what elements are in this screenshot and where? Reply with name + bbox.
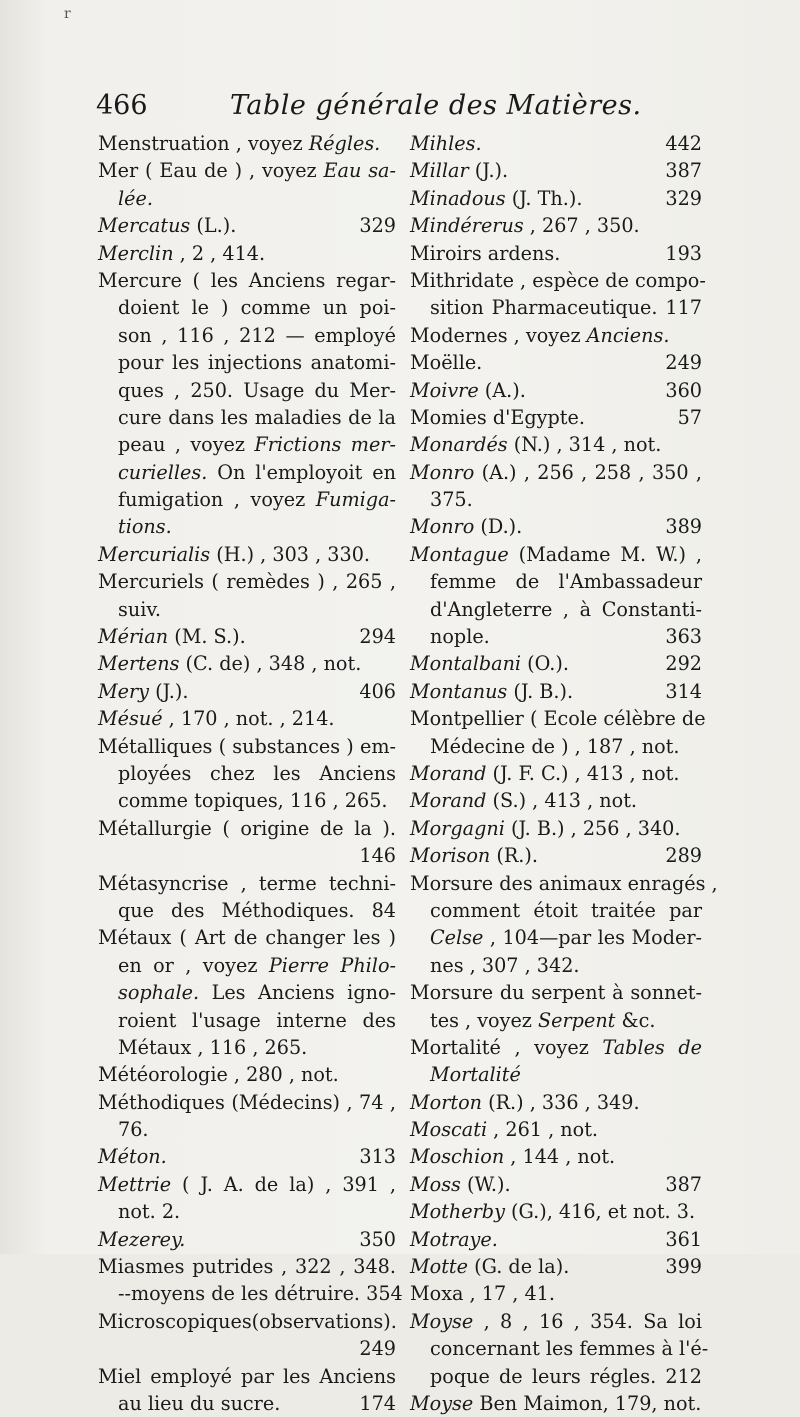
index-line-text: au lieu du sucre. [118, 1391, 281, 1415]
index-column-left [98, 130, 403, 1417]
index-line-text: Moivre (A.). [410, 378, 526, 402]
index-line [98, 842, 396, 869]
index-line-text: Méton. [98, 1145, 167, 1169]
index-line-text: cure dans les maladies de la [118, 405, 396, 429]
corner-mark: r [64, 6, 71, 22]
index-line-text: peau , voyez Frictions mer- [118, 433, 396, 457]
index-line [410, 760, 702, 787]
index-line [410, 267, 706, 294]
index-line [410, 897, 702, 924]
index-page-ref: 387 [665, 159, 702, 183]
index-line-text: femme de l'Ambassadeur [430, 570, 702, 594]
index-line-text: Morand (J. F. C.) , 413 , not. [410, 761, 680, 785]
index-line-text: Mezerey. [98, 1227, 186, 1251]
index-page-ref: 360 [665, 378, 702, 402]
index-page-ref: 350 [359, 1227, 396, 1251]
index-line-text: Morand (S.) , 413 , not. [410, 789, 638, 813]
index-page-ref: 314 [665, 679, 702, 703]
index-line-text: poque de leurs régles. 212 [430, 1364, 702, 1388]
index-line [410, 952, 702, 979]
index-line-text: doient le ) comme un poi- [118, 296, 396, 320]
index-line [410, 1335, 709, 1362]
index-page-ref: 329 [665, 186, 702, 210]
index-line [410, 294, 702, 321]
index-line-text: Mettrie ( J. A. de la) , 391 , [98, 1172, 396, 1196]
index-line-text: que des Méthodiques. 84 [118, 898, 396, 922]
index-line [98, 377, 396, 404]
index-line [410, 1226, 702, 1253]
index-line [410, 1143, 702, 1170]
index-line-text: Montalbani (O.). [410, 652, 569, 676]
index-line [410, 705, 706, 732]
index-line [98, 596, 396, 623]
index-line-text: Monro (D.). [410, 515, 523, 539]
index-line-text: Mercuriels ( remèdes ) , 265 , [98, 570, 396, 594]
index-line-text: Moschion , 144 , not. [410, 1145, 616, 1169]
index-line [98, 541, 396, 568]
index-line-text: Mery (J.). [98, 679, 189, 703]
index-line-text: Métallurgie ( origine de la ). [98, 816, 396, 840]
index-line [410, 486, 702, 513]
index-line [98, 897, 396, 924]
index-line [98, 294, 396, 321]
index-line-text: Méthodiques (Médecins) , 74 , [98, 1090, 396, 1114]
index-line-text: ques , 250. Usage du Mer- [118, 378, 396, 402]
index-line [410, 404, 702, 431]
index-line-text: fumigation , voyez Fumiga- [118, 488, 396, 512]
index-line [98, 733, 396, 760]
index-line-text: Moscati , 261 , not. [410, 1118, 599, 1142]
index-line [410, 1089, 702, 1116]
index-line-text: son , 116 , 212 — employé [118, 323, 396, 347]
index-line [98, 924, 396, 951]
index-line [410, 212, 702, 239]
index-line [98, 1143, 396, 1170]
index-line [98, 212, 396, 239]
index-line [410, 157, 702, 184]
index-line [98, 870, 396, 897]
index-line-text: Morison (R.). [410, 844, 538, 868]
index-line-text: Montanus (J. B.). [410, 679, 574, 703]
index-line-text: sition Pharmaceutique. 117 [430, 296, 702, 320]
index-page-ref: 193 [665, 241, 702, 265]
index-line [410, 349, 702, 376]
index-line [98, 1280, 403, 1307]
index-line [98, 404, 396, 431]
index-line-text: Mercurialis (H.) , 303 , 330. [98, 542, 370, 566]
index-line [410, 1034, 702, 1061]
index-line-text: Moyse Ben Maimon, 179, not. [410, 1391, 702, 1415]
index-line [410, 623, 702, 650]
index-page-ref: 406 [359, 679, 396, 703]
index-line-text: Montpellier ( Ecole célèbre de [410, 707, 706, 731]
index-line-text: Miroirs ardens. [410, 241, 561, 265]
index-line-text: lée. [118, 186, 153, 210]
running-title: Table générale des Matières. [230, 90, 642, 121]
index-line-text: Métasyncrise , terme techni- [98, 871, 396, 895]
index-line-text: concernant les femmes à l'é- [430, 1337, 709, 1361]
index-line-text: 76. [118, 1118, 149, 1142]
index-line-text: comment étoit traitée par [430, 898, 702, 922]
index-line-text: Mer ( Eau de ) , voyez Eau sa- [98, 159, 396, 183]
index-page-ref: 294 [359, 625, 396, 649]
index-line [410, 1116, 702, 1143]
index-line [410, 185, 702, 212]
index-line-text: Mortalité [430, 1063, 521, 1087]
index-line-text: Motherby (G.), 416, et not. 3. [410, 1200, 696, 1224]
index-line [98, 1116, 396, 1143]
page-number: 466 [96, 90, 148, 121]
index-line-text: Millar (J.). [410, 159, 509, 183]
index-column-right [410, 130, 718, 1417]
index-line [410, 377, 702, 404]
index-line-text: Métalliques ( substances ) em- [98, 734, 396, 758]
index-line [98, 952, 396, 979]
index-page-ref: 292 [665, 652, 702, 676]
index-line [410, 924, 702, 951]
index-line-text: Morgagni (J. B.) , 256 , 340. [410, 816, 681, 840]
index-line [98, 513, 396, 540]
index-line-text: Mithridate , espèce de compo- [410, 268, 706, 292]
index-line-text: curielles. On l'employoit en [118, 460, 396, 484]
index-line [98, 431, 396, 458]
index-line [98, 650, 396, 677]
index-page-ref: 289 [665, 844, 702, 868]
index-line-text: Menstruation , voyez Régles. [98, 132, 381, 155]
index-line [98, 157, 396, 184]
index-page-ref: 174 [359, 1391, 396, 1415]
index-line-text: 146 [359, 844, 396, 868]
index-page-ref: 387 [665, 1172, 702, 1196]
index-line-text: Montague (Madame M. W.) , [410, 542, 702, 566]
index-page-ref: 249 [665, 351, 702, 375]
index-line-text: Métaux , 116 , 265. [118, 1035, 308, 1059]
index-line [410, 1198, 702, 1225]
index-line [410, 678, 702, 705]
index-page-ref: 313 [359, 1145, 396, 1169]
index-line-text: Modernes , voyez Anciens. [410, 323, 670, 347]
index-line-text: ployées chez les Anciens [118, 761, 396, 785]
index-line-text: Métaux ( Art de changer les ) [98, 926, 396, 950]
index-line [410, 1390, 702, 1417]
index-line [98, 1198, 396, 1225]
index-page-ref: 329 [359, 214, 396, 238]
index-line [98, 1034, 396, 1061]
index-page-ref: 399 [665, 1255, 702, 1279]
index-line [410, 787, 702, 814]
index-line [98, 459, 396, 486]
index-line-text: Miasmes putrides , 322 , 348. [98, 1255, 396, 1279]
index-line [98, 1335, 396, 1362]
index-line-text: --moyens de les détruire. 354 [118, 1282, 403, 1306]
index-line-text: roient l'usage interne des [118, 1008, 396, 1032]
index-line-text: suiv. [118, 597, 162, 621]
index-line [98, 130, 396, 157]
index-line-text: Météorologie , 280 , not. [98, 1063, 339, 1087]
index-page-ref: 361 [665, 1227, 702, 1251]
index-line [410, 1280, 702, 1307]
index-page-ref: 442 [665, 132, 702, 155]
index-line [98, 1308, 396, 1335]
index-line-text: Morton (R.) , 336 , 349. [410, 1090, 640, 1114]
index-line-text: Celse , 104—par les Moder- [430, 926, 702, 950]
index-line-text: Monardés (N.) , 314 , not. [410, 433, 662, 457]
index-line [410, 1253, 702, 1280]
index-line-text: Moxa , 17 , 41. [410, 1282, 555, 1306]
index-line [410, 568, 702, 595]
index-line-text: Moëlle. [410, 351, 483, 375]
index-line [410, 815, 702, 842]
index-line-text: Momies d'Egypte. [410, 405, 585, 429]
index-line-text: Mésué , 170 , not. , 214. [98, 707, 335, 731]
index-line-text: Minadous (J. Th.). [410, 186, 583, 210]
index-line [410, 322, 702, 349]
index-line [410, 513, 702, 540]
index-line [410, 431, 702, 458]
index-line [410, 979, 702, 1006]
index-line [98, 979, 396, 1006]
index-page-ref: 363 [665, 625, 702, 649]
index-line [410, 1007, 702, 1034]
index-line [98, 1061, 396, 1088]
index-line [98, 623, 396, 650]
index-line-text: en or , voyez Pierre Philo- [118, 953, 396, 977]
index-line-text: Microscopiques(observations). [98, 1309, 397, 1333]
index-line-text: Motte (G. de la). [410, 1255, 570, 1279]
index-line-text: comme topiques, 116 , 265. [118, 789, 388, 813]
index-line [98, 760, 396, 787]
index-line [98, 1253, 396, 1280]
index-line-text: Mihles. [410, 132, 482, 155]
index-line-text: Médecine de ) , 187 , not. [430, 734, 680, 758]
index-line [410, 1363, 702, 1390]
index-line [98, 185, 396, 212]
index-line-text: d'Angleterre , à Constanti- [430, 597, 702, 621]
index-line [410, 1171, 702, 1198]
index-line [410, 842, 702, 869]
index-line [410, 240, 702, 267]
index-line [410, 650, 702, 677]
index-line [98, 1171, 396, 1198]
index-line [98, 240, 396, 267]
index-line [98, 705, 396, 732]
index-line-text: tes , voyez Serpent &c. [430, 1008, 656, 1032]
index-line [410, 541, 702, 568]
index-line [98, 486, 396, 513]
index-line-text: Monro (A.) , 256 , 258 , 350 , [410, 460, 702, 484]
index-line-text: Morsure du serpent à sonnet- [410, 981, 702, 1005]
index-page-ref: 389 [665, 515, 702, 539]
index-line-text: nes , 307 , 342. [430, 953, 580, 977]
page-header [96, 86, 786, 126]
index-line [98, 815, 396, 842]
index-line [98, 1390, 396, 1417]
index-line-text: Morsure des animaux enragés , [410, 871, 718, 895]
index-line [410, 130, 702, 157]
index-line-text: Miel employé par les Anciens [98, 1364, 396, 1388]
index-line [410, 870, 718, 897]
index-line-text: Moyse , 8 , 16 , 354. Sa loi [410, 1309, 702, 1333]
index-line [98, 1226, 396, 1253]
index-line-text: Mercatus (L.). [98, 214, 237, 238]
index-line [410, 1308, 702, 1335]
index-line-text: not. 2. [118, 1200, 181, 1224]
index-line [410, 733, 702, 760]
index-line [410, 459, 702, 486]
index-line-text: Mérian (M. S.). [98, 625, 246, 649]
index-line-text: sophale. Les Anciens igno- [118, 981, 396, 1005]
index-line [98, 678, 396, 705]
index-line-text: Merclin , 2 , 414. [98, 241, 266, 265]
index-line [98, 1007, 396, 1034]
index-line-text: Mercure ( les Anciens regar- [98, 268, 396, 292]
index-line [98, 787, 396, 814]
index-line [98, 349, 396, 376]
index-line-text: tions. [118, 515, 172, 539]
index-line-text: Moss (W.). [410, 1172, 511, 1196]
index-line [98, 267, 396, 294]
index-line-text: Mindérerus , 267 , 350. [410, 214, 640, 238]
index-line-text: pour les injections anatomi- [118, 351, 396, 375]
index-line-text: nople. [430, 625, 490, 649]
index-line-text: 375. [430, 488, 473, 512]
index-line-text: Mertens (C. de) , 348 , not. [98, 652, 362, 676]
index-line [98, 1363, 396, 1390]
index-line [98, 1089, 396, 1116]
index-line [98, 568, 396, 595]
index-line-text: Mortalité , voyez Tables de [410, 1035, 702, 1059]
index-line [410, 1061, 702, 1088]
index-line [98, 322, 396, 349]
index-page-ref: 57 [677, 405, 702, 429]
index-line-text: 249 [359, 1337, 396, 1361]
index-line-text: Motraye. [410, 1227, 498, 1251]
index-line [410, 596, 702, 623]
